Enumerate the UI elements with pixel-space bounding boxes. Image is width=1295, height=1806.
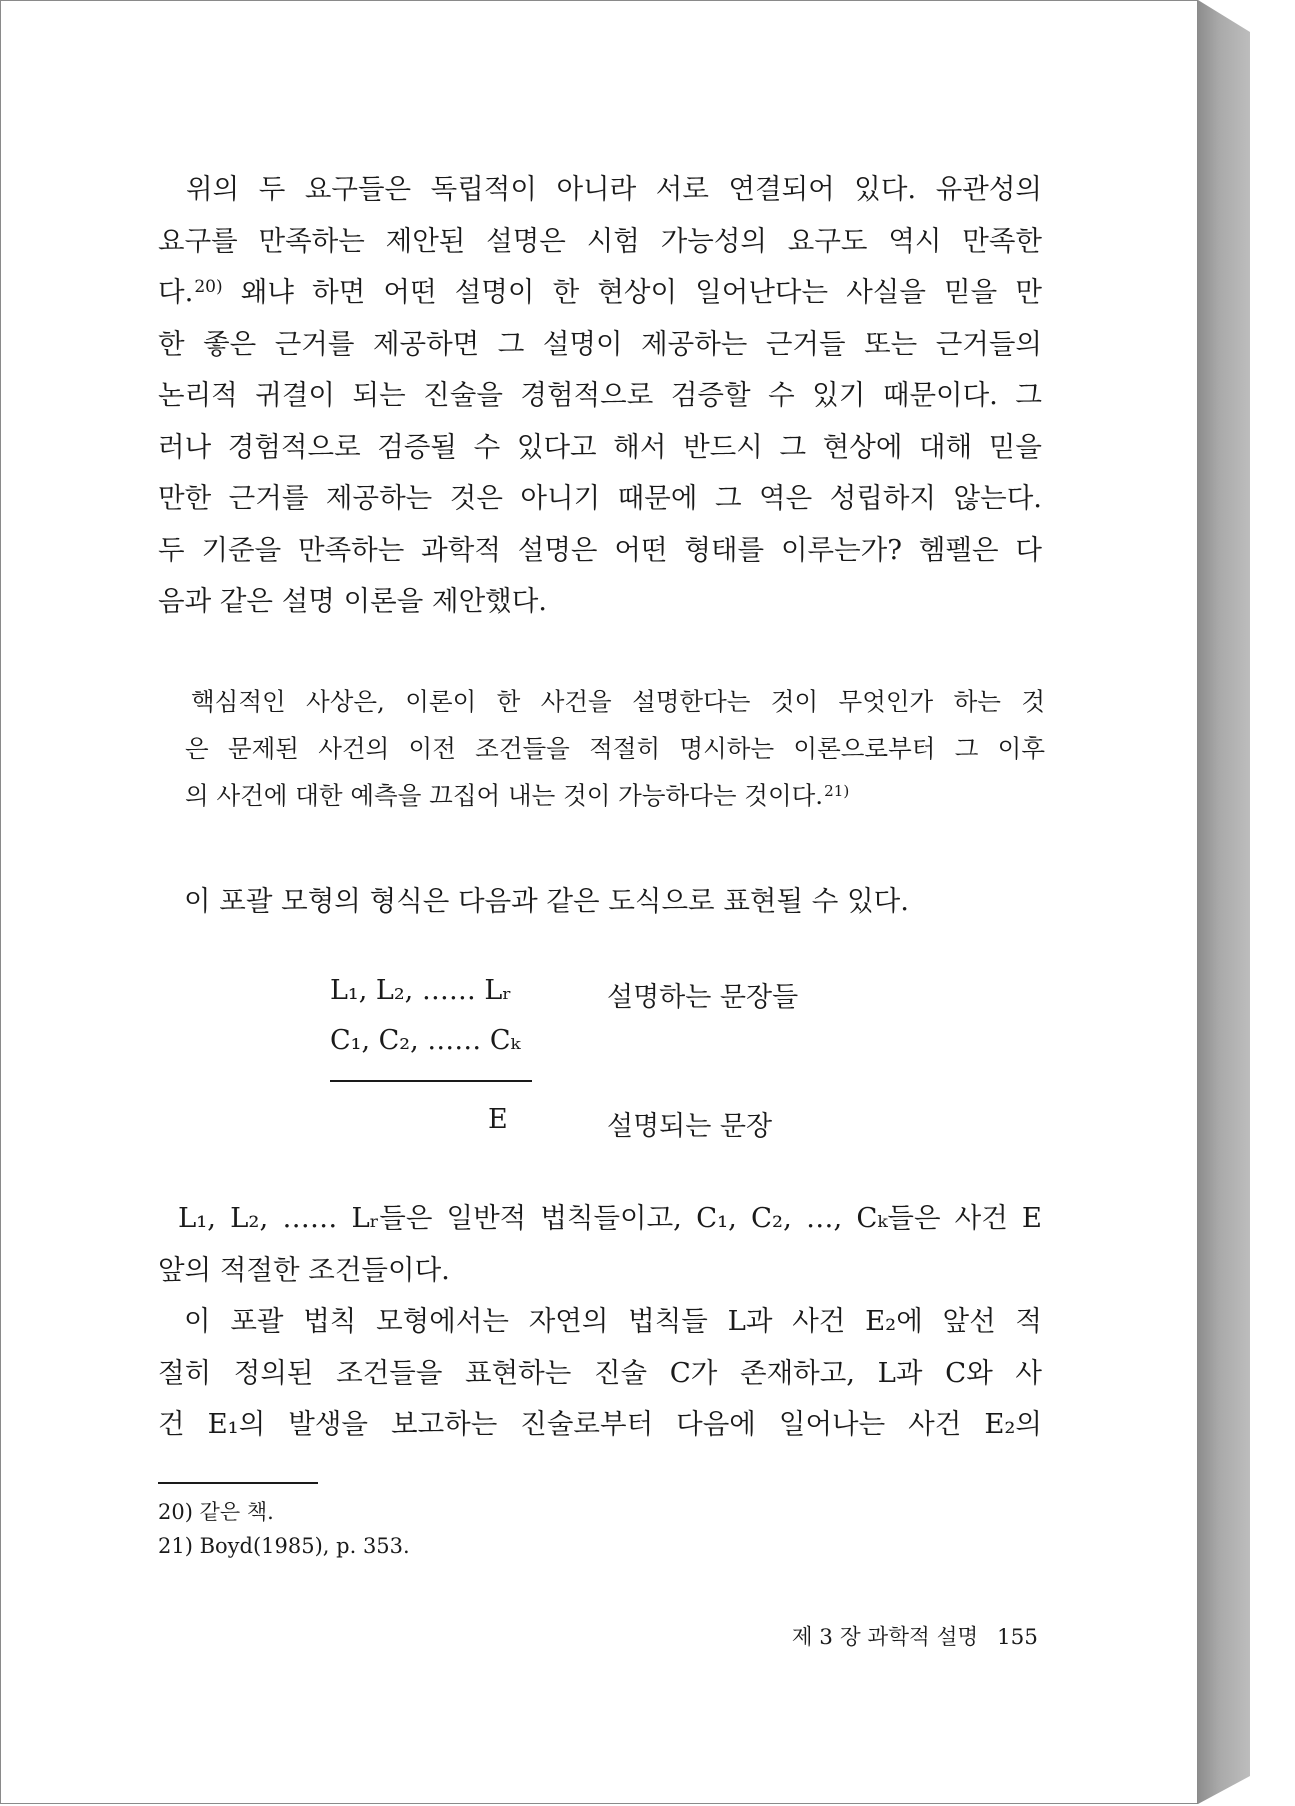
footnote-ref: 20) bbox=[194, 276, 223, 297]
formula-inference-line bbox=[330, 1080, 532, 1082]
body-paragraph-2 bbox=[158, 1193, 1042, 1296]
quote-line: 은 문제된 사건의 이전 조건들을 적절히 명시하는 이론으로부터 그 이후 bbox=[185, 734, 1045, 763]
footnote-20: 20) 같은 책. bbox=[158, 1500, 274, 1524]
formula-explanans-label: 설명하는 문장들 bbox=[607, 982, 799, 1013]
chapter-title: 제 3 장 과학적 설명 bbox=[791, 1625, 979, 1650]
quote-line: 의 사건에 대한 예측을 끄집어 내는 것이 가능하다는 것이다.$^{21)}$ bbox=[185, 781, 850, 810]
footnote-ref: 21) bbox=[824, 781, 850, 800]
block-quote bbox=[185, 678, 1045, 819]
page-number: 155 bbox=[996, 1625, 1038, 1650]
text-line: 두 기준을 만족하는 과학적 설명은 어떤 형태를 이루는가? 헴펠은 다 bbox=[158, 533, 1042, 566]
footnote-separator bbox=[158, 1482, 318, 1484]
text-line: 이 포괄 모형의 형식은 다음과 같은 도식으로 표현될 수 있다. bbox=[184, 885, 909, 917]
text-line: 이 포괄 법칙 모형에서는 자연의 법칙들 L과 사건 E₂에 앞선 적 bbox=[184, 1305, 1042, 1337]
body-paragraph-3 bbox=[158, 1296, 1042, 1451]
text-line: 음과 같은 설명 이론을 제안했다. bbox=[158, 585, 548, 617]
text-line: 논리적 귀결이 되는 진술을 경험적으로 검증할 수 있기 때문이다. 그 bbox=[158, 379, 1042, 411]
text-line: 절히 정의된 조건들을 표현하는 진술 C가 존재하고, L과 C와 사 bbox=[158, 1356, 1042, 1389]
page-footer bbox=[782, 1620, 1038, 1651]
text-line: 한 좋은 근거를 제공하면 그 설명이 제공하는 근거들 또는 근거들의 bbox=[158, 327, 1042, 360]
formula-conditions: C₁, C₂, …… Cₖ bbox=[330, 1025, 521, 1056]
quote-line: 핵심적인 사상은, 이론이 한 사건을 설명한다는 것이 무엇인가 하는 것 bbox=[191, 687, 1045, 716]
intro-paragraph bbox=[158, 876, 1018, 928]
text-line: 앞의 적절한 조건들이다. bbox=[158, 1253, 450, 1286]
body-paragraph-1 bbox=[158, 164, 1042, 628]
text-line: 요구를 만족하는 제안된 설명은 시험 가능성의 요구도 역시 만족한 bbox=[158, 224, 1042, 257]
formula-laws: L₁, L₂, …… Lᵣ bbox=[330, 975, 512, 1006]
text-line: 건 E₁의 발생을 보고하는 진술로부터 다음에 일어나는 사건 E₂의 bbox=[158, 1408, 1042, 1440]
text-line: 위의 두 요구들은 독립적이 아니라 서로 연결되어 있다. 유관성의 bbox=[186, 173, 1042, 205]
text-line: 다.$^{20)}$ 왜냐 하면 어떤 설명이 한 현상이 일어난다는 사실을 믿을 만 bbox=[158, 276, 1042, 308]
text-line: L₁, L₂, …… Lᵣ들은 일반적 법칙들이고, C₁, C₂, …, Cₖ들은 사건 E bbox=[178, 1202, 1042, 1234]
text-line: 만한 근거를 제공하는 것은 아니기 때문에 그 역은 성립하지 않는다. bbox=[158, 482, 1042, 514]
formula-explanandum: E bbox=[488, 1104, 508, 1135]
footnote-21: 21) Boyd(1985), p. 353. bbox=[158, 1534, 410, 1558]
text-line: 러나 경험적으로 검증될 수 있다고 해서 반드시 그 현상에 대해 믿을 bbox=[158, 430, 1042, 463]
book-edge bbox=[1198, 0, 1250, 1804]
formula-explanandum-label: 설명되는 문장 bbox=[607, 1111, 773, 1142]
